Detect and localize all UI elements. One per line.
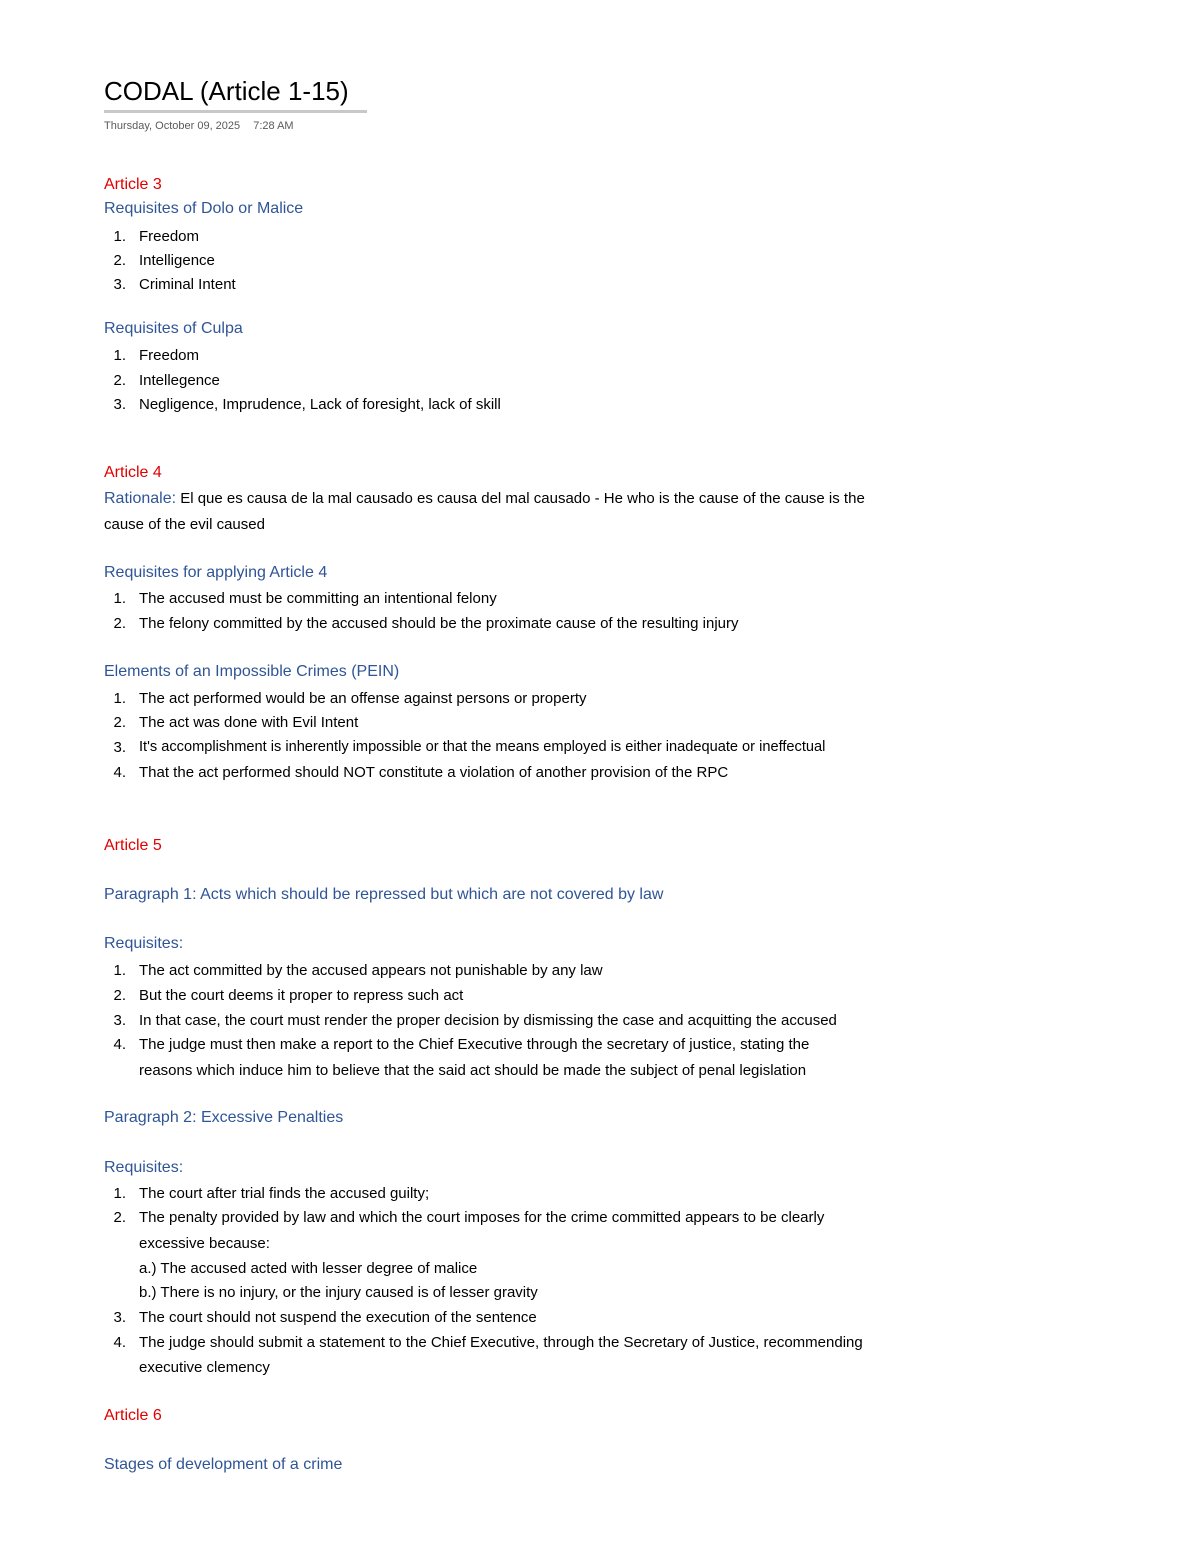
list-item: Negligence, Imprudence, Lack of foresight, lack of skill — [139, 396, 501, 413]
page-time: 7:28 AM — [253, 120, 294, 132]
list-item: But the court deems it proper to repress such act — [139, 987, 464, 1004]
list-item: Freedom — [139, 347, 200, 364]
sub-item-a: a.) The accused acted with lesser degree of malice — [139, 1260, 478, 1277]
list-item: That the act performed should NOT constitute a violation of another provision of the RPC — [139, 764, 729, 781]
list-item-continuation: executive clemency — [139, 1359, 270, 1376]
article-4-heading: Article 4 — [104, 464, 162, 481]
dolo-heading: Requisites of Dolo or Malice — [104, 200, 304, 217]
list-number: 4. — [113, 1334, 126, 1351]
applying-heading: Requisites for applying Article 4 — [104, 564, 328, 581]
list-number: 1. — [113, 347, 126, 364]
list-number: 1. — [113, 690, 126, 707]
list-item: The act performed would be an offense against persons or property — [139, 690, 587, 707]
list-item: Intellegence — [139, 372, 220, 389]
rationale-text-cont: cause of the evil caused — [104, 516, 265, 533]
list-item: The felony committed by the accused should be the proximate cause of the resulting injury — [139, 615, 739, 632]
list-number: 2. — [113, 987, 126, 1004]
list-number: 1. — [113, 962, 126, 979]
list-item: Criminal Intent — [139, 276, 236, 293]
page-date: Thursday, October 09, 2025 — [104, 120, 241, 132]
list-number: 1. — [113, 590, 126, 607]
list-item: The court should not suspend the execution of the sentence — [139, 1309, 537, 1326]
rationale-text: El que es causa de la mal causado es causa del mal causado - He who is the cause of the cause is the — [176, 490, 865, 507]
paragraph-2-requisites-label: Requisites: — [104, 1159, 184, 1176]
list-item: In that case, the court must render the proper decision by dismissing the case and acquitting the accused — [139, 1012, 837, 1029]
list-item: The penalty provided by law and which the court imposes for the crime committed appears to be clearly — [139, 1209, 825, 1226]
paragraph-1-heading: Paragraph 1: Acts which should be repressed but which are not covered by law — [104, 886, 664, 903]
title-underline — [104, 110, 367, 113]
list-number: 1. — [113, 1185, 126, 1202]
list-item: The act was done with Evil Intent — [139, 714, 359, 731]
list-item: The accused must be committing an intentional felony — [139, 590, 497, 607]
stages-heading: Stages of development of a crime — [104, 1456, 343, 1473]
list-item: The act committed by the accused appears not punishable by any law — [139, 962, 603, 979]
paragraph-1-requisites-label: Requisites: — [104, 935, 184, 952]
list-item: The court after trial finds the accused guilty; — [139, 1185, 430, 1202]
paragraph-2-heading: Paragraph 2: Excessive Penalties — [104, 1109, 344, 1126]
list-number: 4. — [113, 764, 126, 781]
list-number: 3. — [113, 276, 126, 293]
list-number: 2. — [113, 1209, 126, 1226]
rationale-line — [104, 490, 865, 508]
list-item-continuation: excessive because: — [139, 1235, 270, 1252]
article-5-heading: Article 5 — [104, 837, 162, 854]
page-title: CODAL (Article 1-15) — [104, 76, 349, 106]
list-number: 3. — [113, 396, 126, 413]
culpa-heading: Requisites of Culpa — [104, 320, 243, 337]
list-number: 4. — [113, 1036, 126, 1053]
rationale-label: Rationale: — [104, 490, 177, 507]
list-item: Intelligence — [139, 252, 215, 269]
list-item: The judge should submit a statement to the Chief Executive, through the Secretary of Justice, recommending — [139, 1334, 863, 1351]
list-number: 1. — [113, 228, 126, 245]
page-timestamp — [104, 120, 294, 132]
list-number: 2. — [113, 615, 126, 632]
list-item-continuation: reasons which induce him to believe that the said act should be made the subject of penal legislation — [139, 1062, 807, 1079]
list-number: 3. — [113, 1012, 126, 1029]
list-item: Freedom — [139, 228, 200, 245]
list-item: It's accomplishment is inherently impossible or that the means employed is either inadequate or ineffectual — [139, 739, 826, 755]
impossible-crimes-heading: Elements of an Impossible Crimes (PEIN) — [104, 663, 400, 680]
sub-item-b: b.) There is no injury, or the injury caused is of lesser gravity — [139, 1284, 538, 1301]
list-item: The judge must then make a report to the Chief Executive through the secretary of justice, stating the — [139, 1036, 810, 1053]
list-number: 2. — [113, 714, 126, 731]
list-number: 2. — [113, 252, 126, 269]
list-number: 3. — [113, 739, 126, 756]
list-number: 3. — [113, 1309, 126, 1326]
article-6-heading: Article 6 — [104, 1407, 162, 1424]
list-number: 2. — [113, 372, 126, 389]
article-3-heading: Article 3 — [104, 176, 162, 193]
